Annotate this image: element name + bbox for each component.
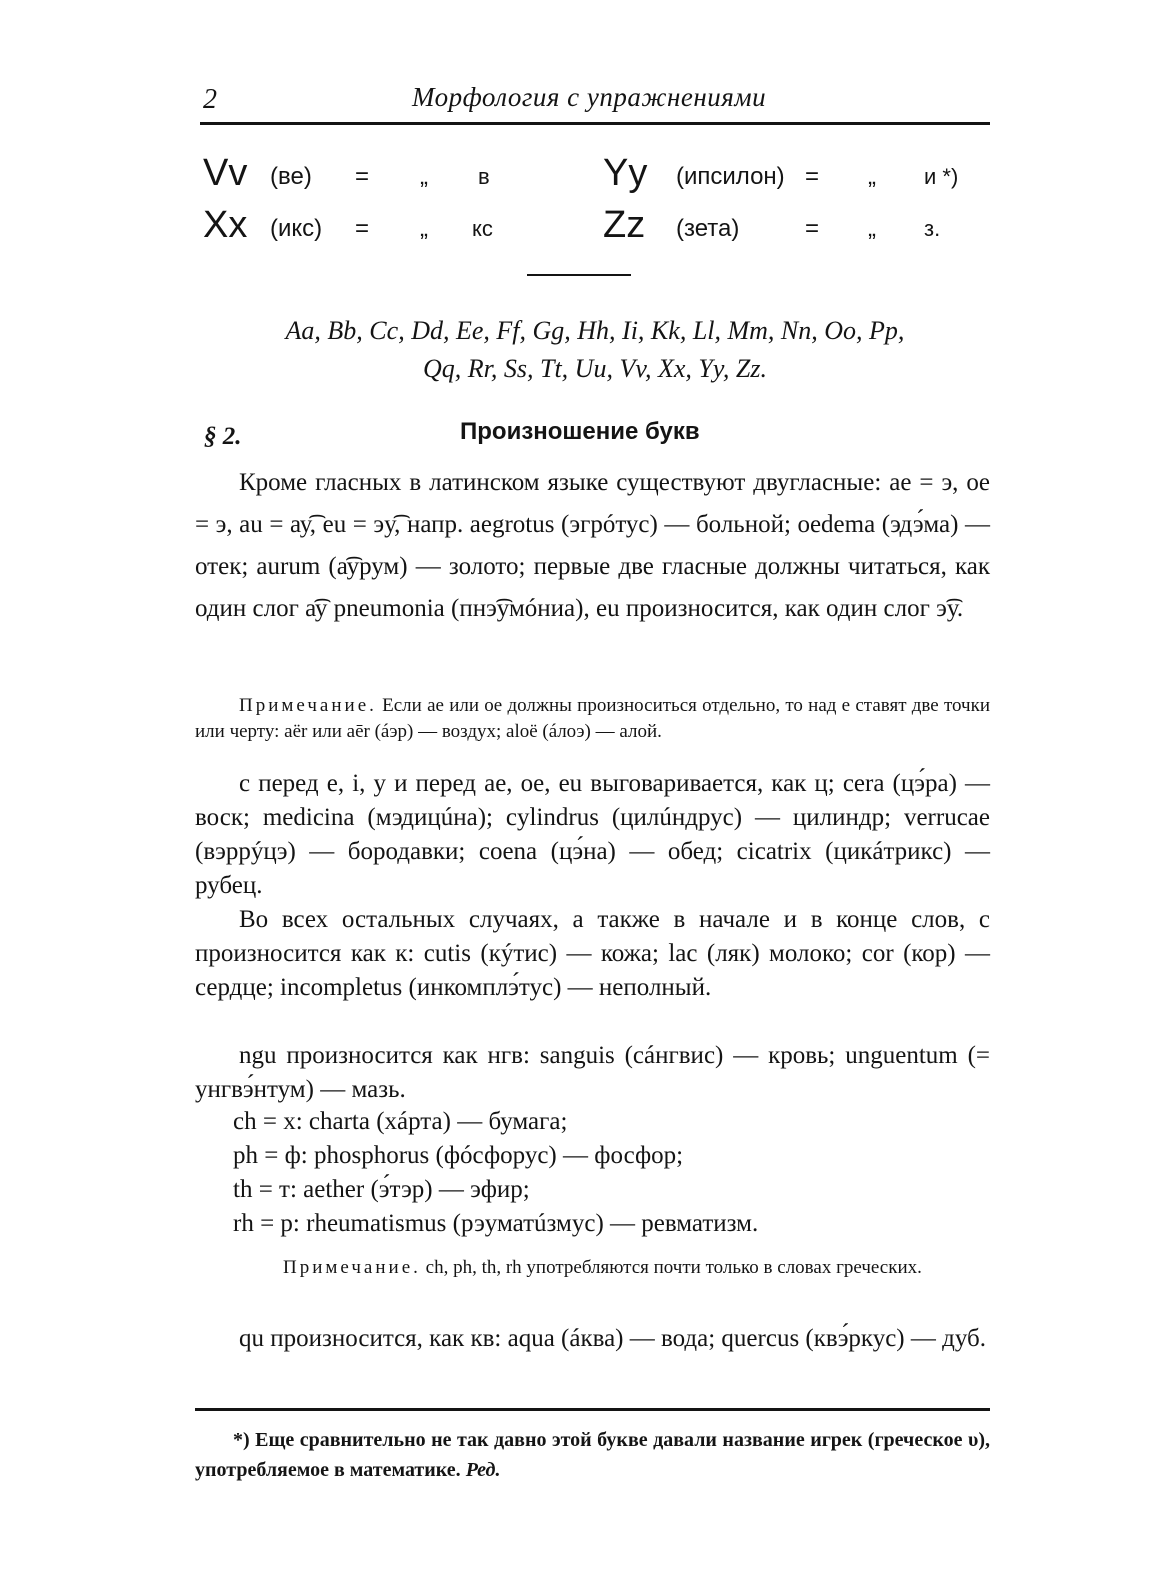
footnote-rule: [195, 1408, 990, 1411]
letter-name: (зета): [676, 215, 740, 242]
rule-line: th = т: aether (э́тэр) — эфир;: [233, 1176, 530, 1203]
separator-rule: [527, 274, 631, 276]
header-rule: [200, 122, 990, 125]
running-head-title: Морфология с упражнениями: [412, 82, 767, 112]
equals-sign: =: [805, 215, 820, 242]
letter-sound: кс: [472, 216, 493, 241]
letter: Zz: [603, 204, 646, 246]
alphabet-line: Aa, Bb, Cc, Dd, Ee, Ff, Gg, Hh, Ii, Kk, Ll, Mm, Nn, Oo, Pp,: [285, 316, 905, 345]
note: [195, 1255, 990, 1281]
section-number: § 2.: [204, 423, 242, 450]
body-paragraph: qu произносится, как кв: aqua (áква) — вода; quercus (квэ́ркус) — дуб.: [239, 1325, 986, 1352]
ditto-mark: „: [868, 215, 876, 242]
section-title: Произношение букв: [460, 418, 700, 445]
equals-sign: =: [355, 215, 370, 242]
equals-sign: =: [355, 163, 370, 190]
letter-sound: з.: [924, 216, 941, 241]
letter-name: (икс): [270, 215, 323, 242]
footnote-editor: Ред.: [460, 1459, 501, 1481]
alphabet-line: Qq, Rr, Ss, Tt, Uu, Vv, Xx, Yy, Zz.: [422, 354, 768, 383]
letter-name: (ипсилон): [676, 163, 785, 190]
note: [195, 693, 990, 745]
rule-line: ch = x: charta (хáрта) — бумага;: [233, 1108, 568, 1135]
body-paragraph: c перед e, i, y и перед ae, oe, eu выговаривается, как ц; cera (цэ́ра) — воск; medicina (мэдицúна); cylindrus (цилúндрус) — цилиндр; verrucae (вэррýцэ) — бородавки; coena (цэ́на) — обед; cicatrix (цикáтрикс) — рубец.: [195, 770, 990, 899]
note-label: Примечание.: [239, 695, 377, 716]
footnote-text: *) Еще сравнительно не так давно этой букве давали название игрек (греческое υ), употребляемое в математике.: [195, 1429, 990, 1481]
body-paragraph: ngu произносится как нгв: sanguis (сáнгвис) — кровь; unguentum (= унгвэ́нтум) — мазь.: [195, 1042, 990, 1103]
note-label: Примечание.: [283, 1257, 421, 1278]
body-paragraph: Кроме гласных в латинском языке существуют двугласные: ae = э, oe = э, au = ау͡, eu = эу͡, напр. aegrotus (эгрóтус) — больной; oedema (эдэ́ма) — отек; aurum (а͡урум) — золото; первые две гласные должны читаться, как один слог а͡у pneumonia (пнэ͡умóниа), eu произносится, как один слог э͡у.: [195, 469, 990, 622]
body-paragraph: Во всех остальных случаях, а также в начале и в конце слов, c произносится как к: cutis (кýтис) — кожа; lac (ляк) молоко; cor (кор) — сердце; incompletus (инкомплэ́тус) — неполный.: [195, 906, 990, 1001]
rule-line: rh = р: rheumatismus (рэуматúзмус) — ревматизм.: [233, 1210, 759, 1237]
letter: Yy: [603, 152, 648, 194]
equals-sign: =: [805, 163, 820, 190]
letter-name: (ве): [270, 163, 312, 190]
letter: Vv: [203, 152, 248, 194]
footnote: [195, 1425, 990, 1485]
alphabet-row: [0, 202, 1163, 252]
ditto-mark: „: [420, 215, 428, 242]
note-text: Если ae или oe должны произноситься отдельно, то над e ставят две точки или черту: aër или aēr (áэр) — воздух; aloë (áлоэ) — алой.: [195, 695, 990, 742]
note-text: ch, ph, th, rh употребляются почти только в словах греческих.: [420, 1257, 922, 1278]
letter-sound: в: [478, 164, 490, 189]
letter: Xx: [203, 204, 248, 246]
ditto-mark: „: [420, 163, 428, 190]
alphabet-row: [0, 150, 1163, 200]
letter-sound: и *): [924, 164, 959, 189]
rule-line: ph = ф: phosphorus (фóсфорус) — фосфор;: [233, 1142, 684, 1169]
page-number: 2: [203, 84, 217, 115]
ditto-mark: „: [868, 163, 876, 190]
